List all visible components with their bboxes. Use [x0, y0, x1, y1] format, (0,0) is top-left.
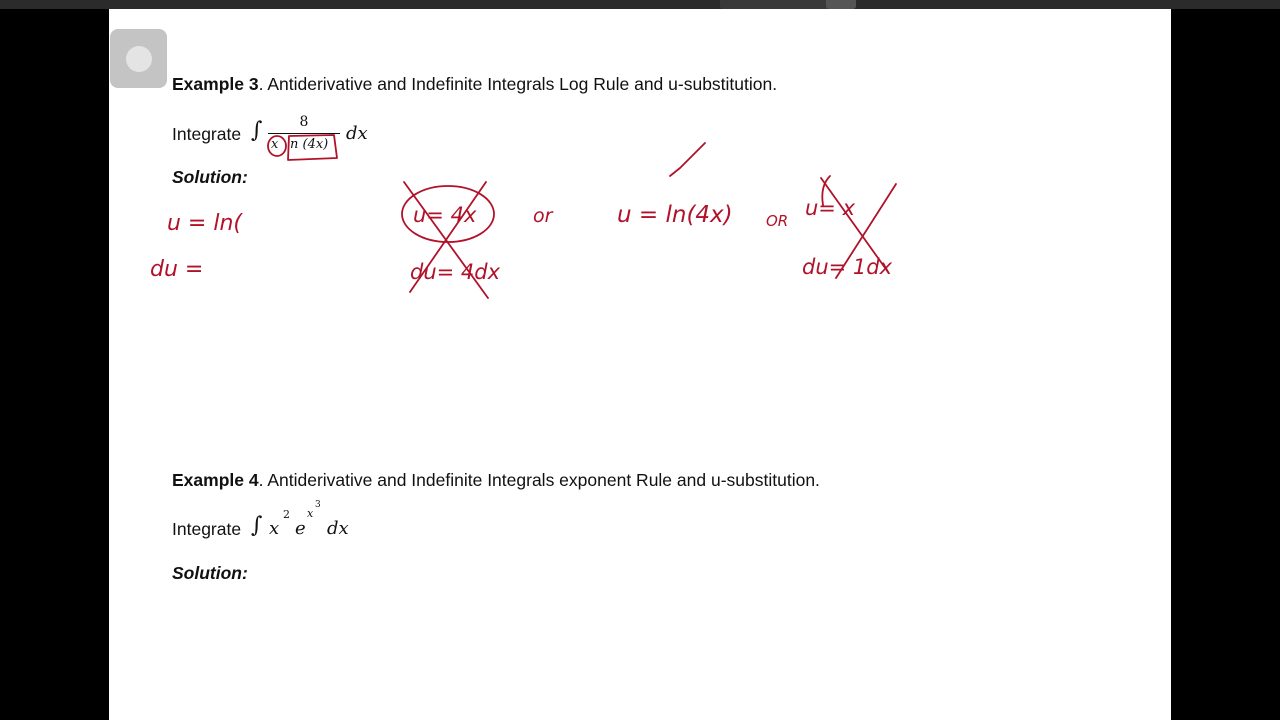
example-4-solution: Solution:: [172, 563, 248, 583]
example-3-dx: dx: [346, 123, 368, 144]
ink-box-ln: [288, 135, 337, 160]
ink-or-1: or: [533, 205, 553, 227]
ink-du-1dx: du= 1dx: [802, 255, 893, 279]
base-exponent: 2: [283, 508, 290, 521]
example-4-dx: dx: [327, 518, 349, 539]
example-3-title: . Antiderivative and Indefinite Integrals Log Rule and u-substitution.: [258, 74, 778, 94]
ink-du-left: du =: [150, 257, 204, 282]
integral-sign: ∫: [251, 118, 263, 143]
denominator-ln: n (4x): [290, 137, 329, 152]
ink-or-2: OR: [766, 212, 789, 230]
example-3-solution: Solution:: [172, 167, 248, 187]
base-x: x: [269, 518, 280, 539]
ink-checkmark: [670, 143, 705, 176]
ink-du-4dx: du= 4dx: [410, 260, 501, 284]
ink-u-ln4x: u = ln(4x): [617, 202, 733, 228]
example-4-title: . Antiderivative and Indefinite Integrals exponent Rule and u-substitution.: [258, 470, 820, 490]
ink-u-left: u = ln(: [167, 211, 243, 236]
integral-sign: ∫: [251, 513, 263, 538]
example-3-label: Example 3: [172, 74, 259, 94]
example-4-label: Example 4: [172, 470, 259, 490]
denominator-x: x: [271, 137, 279, 152]
ink-u-x: u= x: [805, 196, 856, 220]
ink-circle-x: [268, 136, 286, 156]
e-exponent-exponent: 3: [315, 500, 321, 510]
integrate-word: Integrate: [172, 519, 242, 539]
e-exponent-x: x: [307, 507, 314, 520]
fraction-numerator: 8: [299, 114, 309, 130]
ink-u-4x: u= 4x: [413, 203, 477, 227]
integrate-word: Integrate: [172, 124, 242, 144]
e-symbol: e: [295, 518, 306, 539]
